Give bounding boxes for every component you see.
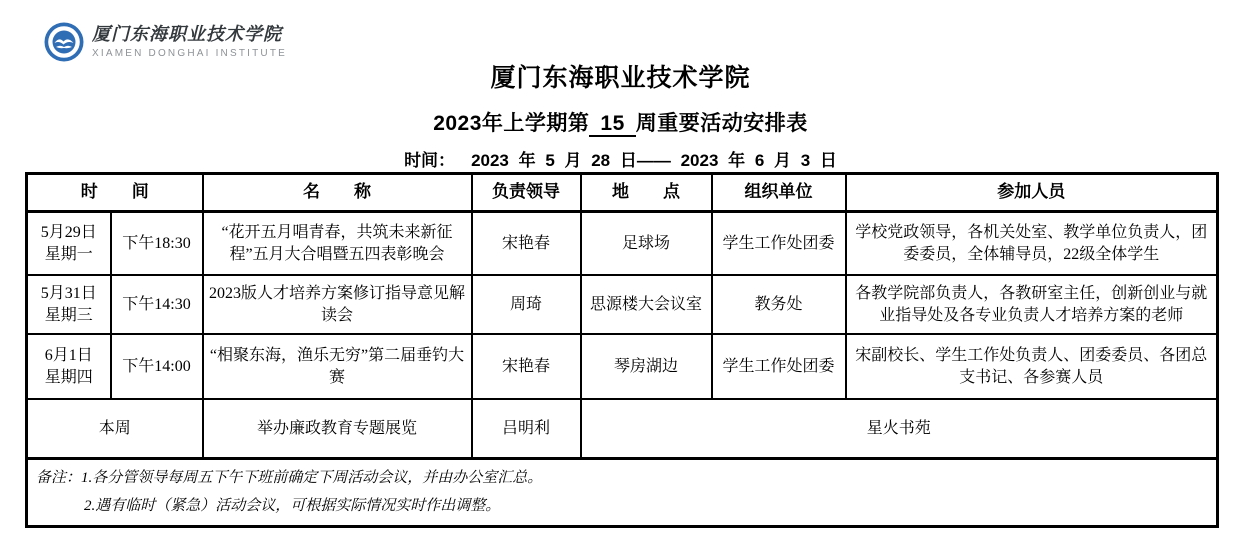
header-location: 地 点 [581, 174, 712, 212]
school-name-calligraphy: 厦门东海职业技术学院 [92, 24, 282, 46]
document-title: 厦门东海职业技术学院 [490, 64, 751, 92]
weekly-schedule-table [25, 172, 1219, 528]
date-range-value: 2023 年 5 月 28 日—— 2023 年 6 月 3 日 [471, 151, 837, 170]
cell-participants: 学校党政领导，各机关处室、教学单位负责人，团委委员，全体辅导员，22级全体学生 [846, 212, 1218, 276]
cell-time: 下午14:00 [111, 334, 203, 399]
header-name: 名 称 [203, 174, 472, 212]
subtitle-suffix: 周重要活动安排表 [635, 112, 808, 135]
cell-activity-name: “花开五月唱青春，共筑未来新征程”五月大合唱暨五四表彰晚会 [203, 212, 472, 276]
cell-date [27, 275, 111, 334]
subtitle-prefix: 2023年上学期第 [433, 112, 590, 135]
table-header-row [27, 174, 1218, 212]
cell-organizer: 教务处 [712, 275, 846, 334]
cell-location: 思源楼大会议室 [581, 275, 712, 334]
cell-leader: 周琦 [472, 275, 581, 334]
header-participants: 参加人员 [846, 174, 1218, 212]
cell-location: 足球场 [581, 212, 712, 276]
cell-participants: 各教学院部负责人，各教研室主任，创新创业与就业指导处及各专业负责人才培养方案的老师 [846, 275, 1218, 334]
cell-time: 下午14:30 [111, 275, 203, 334]
cell-leader: 宋艳春 [472, 334, 581, 399]
date-range-label: 时间： [404, 151, 456, 170]
cell-activity-name: “相聚东海，渔乐无穷”第二届垂钓大赛 [203, 334, 472, 399]
school-logo [44, 22, 287, 62]
note-line-2: 2.遇有临时（紧急）活动会议，可根据实际情况实时作出调整。 [84, 497, 501, 514]
cell-participants: 宋副校长、学生工作处负责人、团委委员、各团总支书记、各参赛人员 [846, 334, 1218, 399]
date-text: 6月1日 [44, 347, 93, 365]
cell-location: 琴房湖边 [581, 334, 712, 399]
notes-cell [27, 459, 1218, 527]
weekday-text: 星期一 [44, 245, 93, 263]
cell-leader: 宋艳春 [472, 212, 581, 276]
header-organizer: 组织单位 [712, 174, 846, 212]
table-row-week [27, 399, 1218, 459]
cell-organizer: 学生工作处团委 [712, 334, 846, 399]
cell-activity-name: 举办廉政教育专题展览 [203, 399, 472, 459]
cell-merged-location: 星火书苑 [581, 399, 1218, 459]
school-name-english: XIAMEN DONGHAI INSTITUTE [92, 47, 288, 59]
table-row [27, 275, 1218, 334]
cell-date [27, 212, 111, 276]
cell-week: 本周 [27, 399, 203, 459]
weekday-text: 星期四 [44, 368, 93, 386]
seagull-wave-emblem-icon [44, 22, 84, 62]
document-subtitle [0, 107, 1241, 137]
date-text: 5月29日 [40, 224, 97, 242]
cell-activity-name: 2023版人才培养方案修订指导意见解读会 [203, 275, 472, 334]
cell-date [27, 334, 111, 399]
note-line-1: 备注：1.各分管领导每周五下午下班前确定下周活动会议，并由办公室汇总。 [36, 469, 543, 486]
cell-leader: 吕明利 [472, 399, 581, 459]
cell-time: 下午18:30 [111, 212, 203, 276]
header-leader: 负责领导 [472, 174, 581, 212]
date-text: 5月31日 [40, 285, 97, 303]
cell-organizer: 学生工作处团委 [712, 212, 846, 276]
table-notes-row [27, 459, 1218, 527]
weekday-text: 星期三 [44, 306, 93, 324]
table-row [27, 334, 1218, 399]
date-range-line [0, 146, 1241, 171]
header-time: 时 间 [27, 174, 203, 212]
table-row [27, 212, 1218, 276]
week-number: 15 [589, 113, 635, 137]
